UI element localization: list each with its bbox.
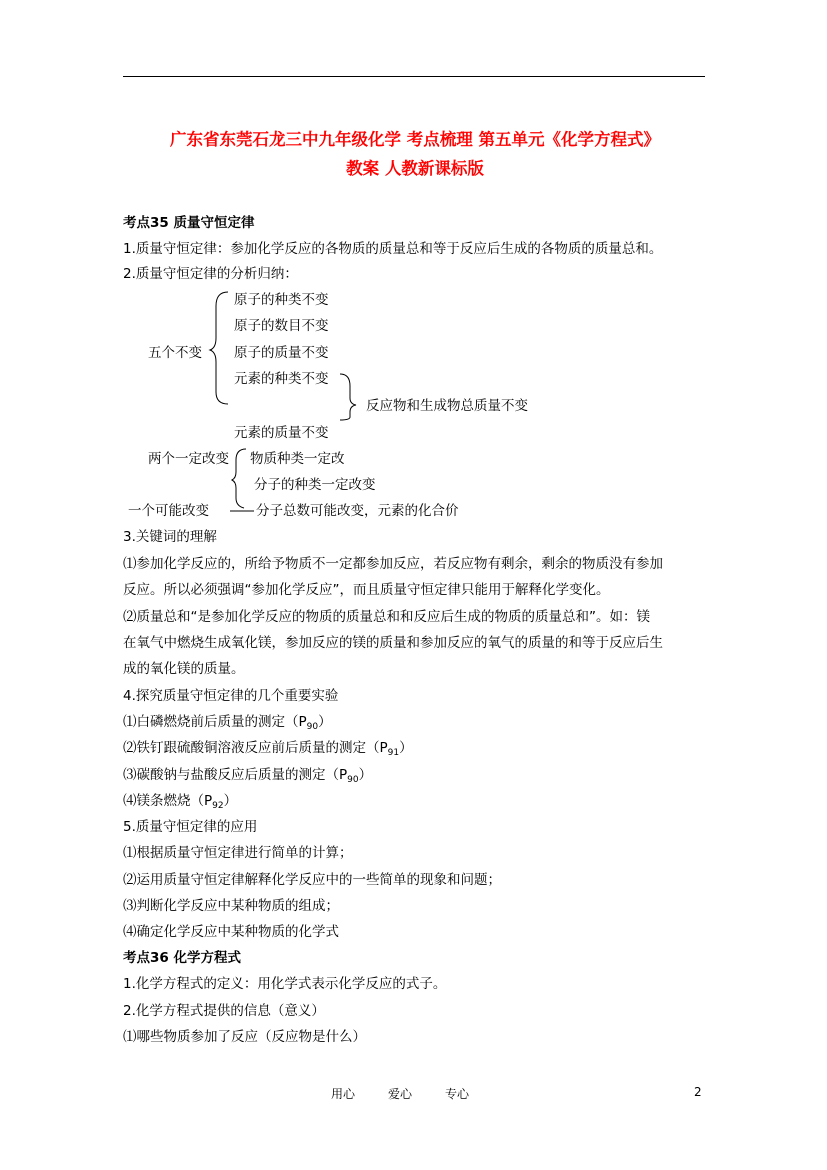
paragraph: 5.质量守恒定律的应用 xyxy=(123,819,258,835)
five-item: 原子的数目不变 xyxy=(234,318,329,334)
paragraph: 4.探究质量守恒定律的几个重要实验 xyxy=(123,688,339,704)
paragraph: ⑴参加化学反应的，所给予物质不一定都参加反应，若反应物有剩余，剩余的物质没有参加 xyxy=(123,556,663,572)
page-number: 2 xyxy=(694,1085,702,1099)
one-change-label: 一个可能改变 xyxy=(128,503,209,519)
experiment-item: ⑶碳酸钠与盐酸反应后质量的测定$(P_{90})$ xyxy=(123,767,373,785)
five-item: 原子的种类不变 xyxy=(234,292,329,308)
five-item: 原子的质量不变 xyxy=(234,345,329,361)
paragraph: 1.化学方程式的定义：用化学式表示化学反应的式子。 xyxy=(123,976,447,992)
application-item: ⑴根据质量守恒定律进行简单的计算； xyxy=(123,845,353,861)
two-change-label: 两个一定改变 xyxy=(148,451,229,467)
footer-item: 专心 xyxy=(445,1087,470,1101)
five-unchanged-label: 五个不变 xyxy=(148,345,202,361)
macro-label: 反应物和生成物总质量不变 xyxy=(366,398,528,414)
two-item: 物质种类一定改 xyxy=(250,451,345,467)
paragraph: 3.关键词的理解 xyxy=(123,529,217,545)
paragraph: ⑵质量总和“是参加化学反应的物质的质量总和和反应后生成的物质的质量总和”。如：镁 xyxy=(123,609,650,625)
section-36-heading: 考点36 化学方程式 xyxy=(123,950,241,966)
experiment-item: ⑴白磷燃烧前后质量的测定$(P_{90})$ xyxy=(123,714,332,732)
section-35-heading: 考点35 质量守恒定律 xyxy=(123,215,255,231)
five-item: 元素的种类不变 xyxy=(234,371,329,387)
paragraph: 1.质量守恒定律：参加化学反应的各物质的质量总和等于反应后生成的各物质的质量总和。 xyxy=(123,241,663,257)
paragraph: 反应。所以必须强调“参加化学反应”，而且质量守恒定律只能用于解释化学变化。 xyxy=(123,582,610,598)
footer-item: 爱心 xyxy=(388,1087,413,1101)
application-item: ⑶判断化学反应中某种物质的组成； xyxy=(123,898,339,914)
element-mass: 元素的质量不变 xyxy=(234,425,329,441)
application-item: ⑷确定化学反应中某种物质的化学式 xyxy=(123,924,339,940)
paragraph: 成的氧化镁的质量。 xyxy=(123,661,245,677)
one-item: 分子总数可能改变，元素的化合价 xyxy=(256,503,459,519)
two-item: 分子的种类一定改变 xyxy=(254,477,376,493)
experiment-item: ⑵铁钉跟硫酸铜溶液反应前后质量的测定$(P_{91})$ xyxy=(123,740,413,758)
title-line-2: 教案 人教新课标版 xyxy=(346,159,484,178)
footer-item: 用心 xyxy=(331,1087,356,1101)
application-item: ⑵运用质量守恒定律解释化学反应中的一些简单的现象和问题； xyxy=(123,872,501,888)
paragraph: 2.质量守恒定律的分析归纳： xyxy=(123,266,298,282)
paragraph: 2.化学方程式提供的信息（意义） xyxy=(123,1003,325,1019)
experiment-item: ⑷镁条燃烧$(P_{92})$ xyxy=(123,793,238,811)
title-line-1: 广东省东莞石龙三中九年级化学 考点梳理 第五单元《化学方程式》 xyxy=(170,130,660,149)
paragraph: ⑴哪些物质参加了反应（反应物是什么） xyxy=(123,1029,366,1045)
paragraph: 在氧气中燃烧生成氧化镁，参加反应的镁的质量和参加反应的氧气的质量的和等于反应后生 xyxy=(123,635,663,651)
